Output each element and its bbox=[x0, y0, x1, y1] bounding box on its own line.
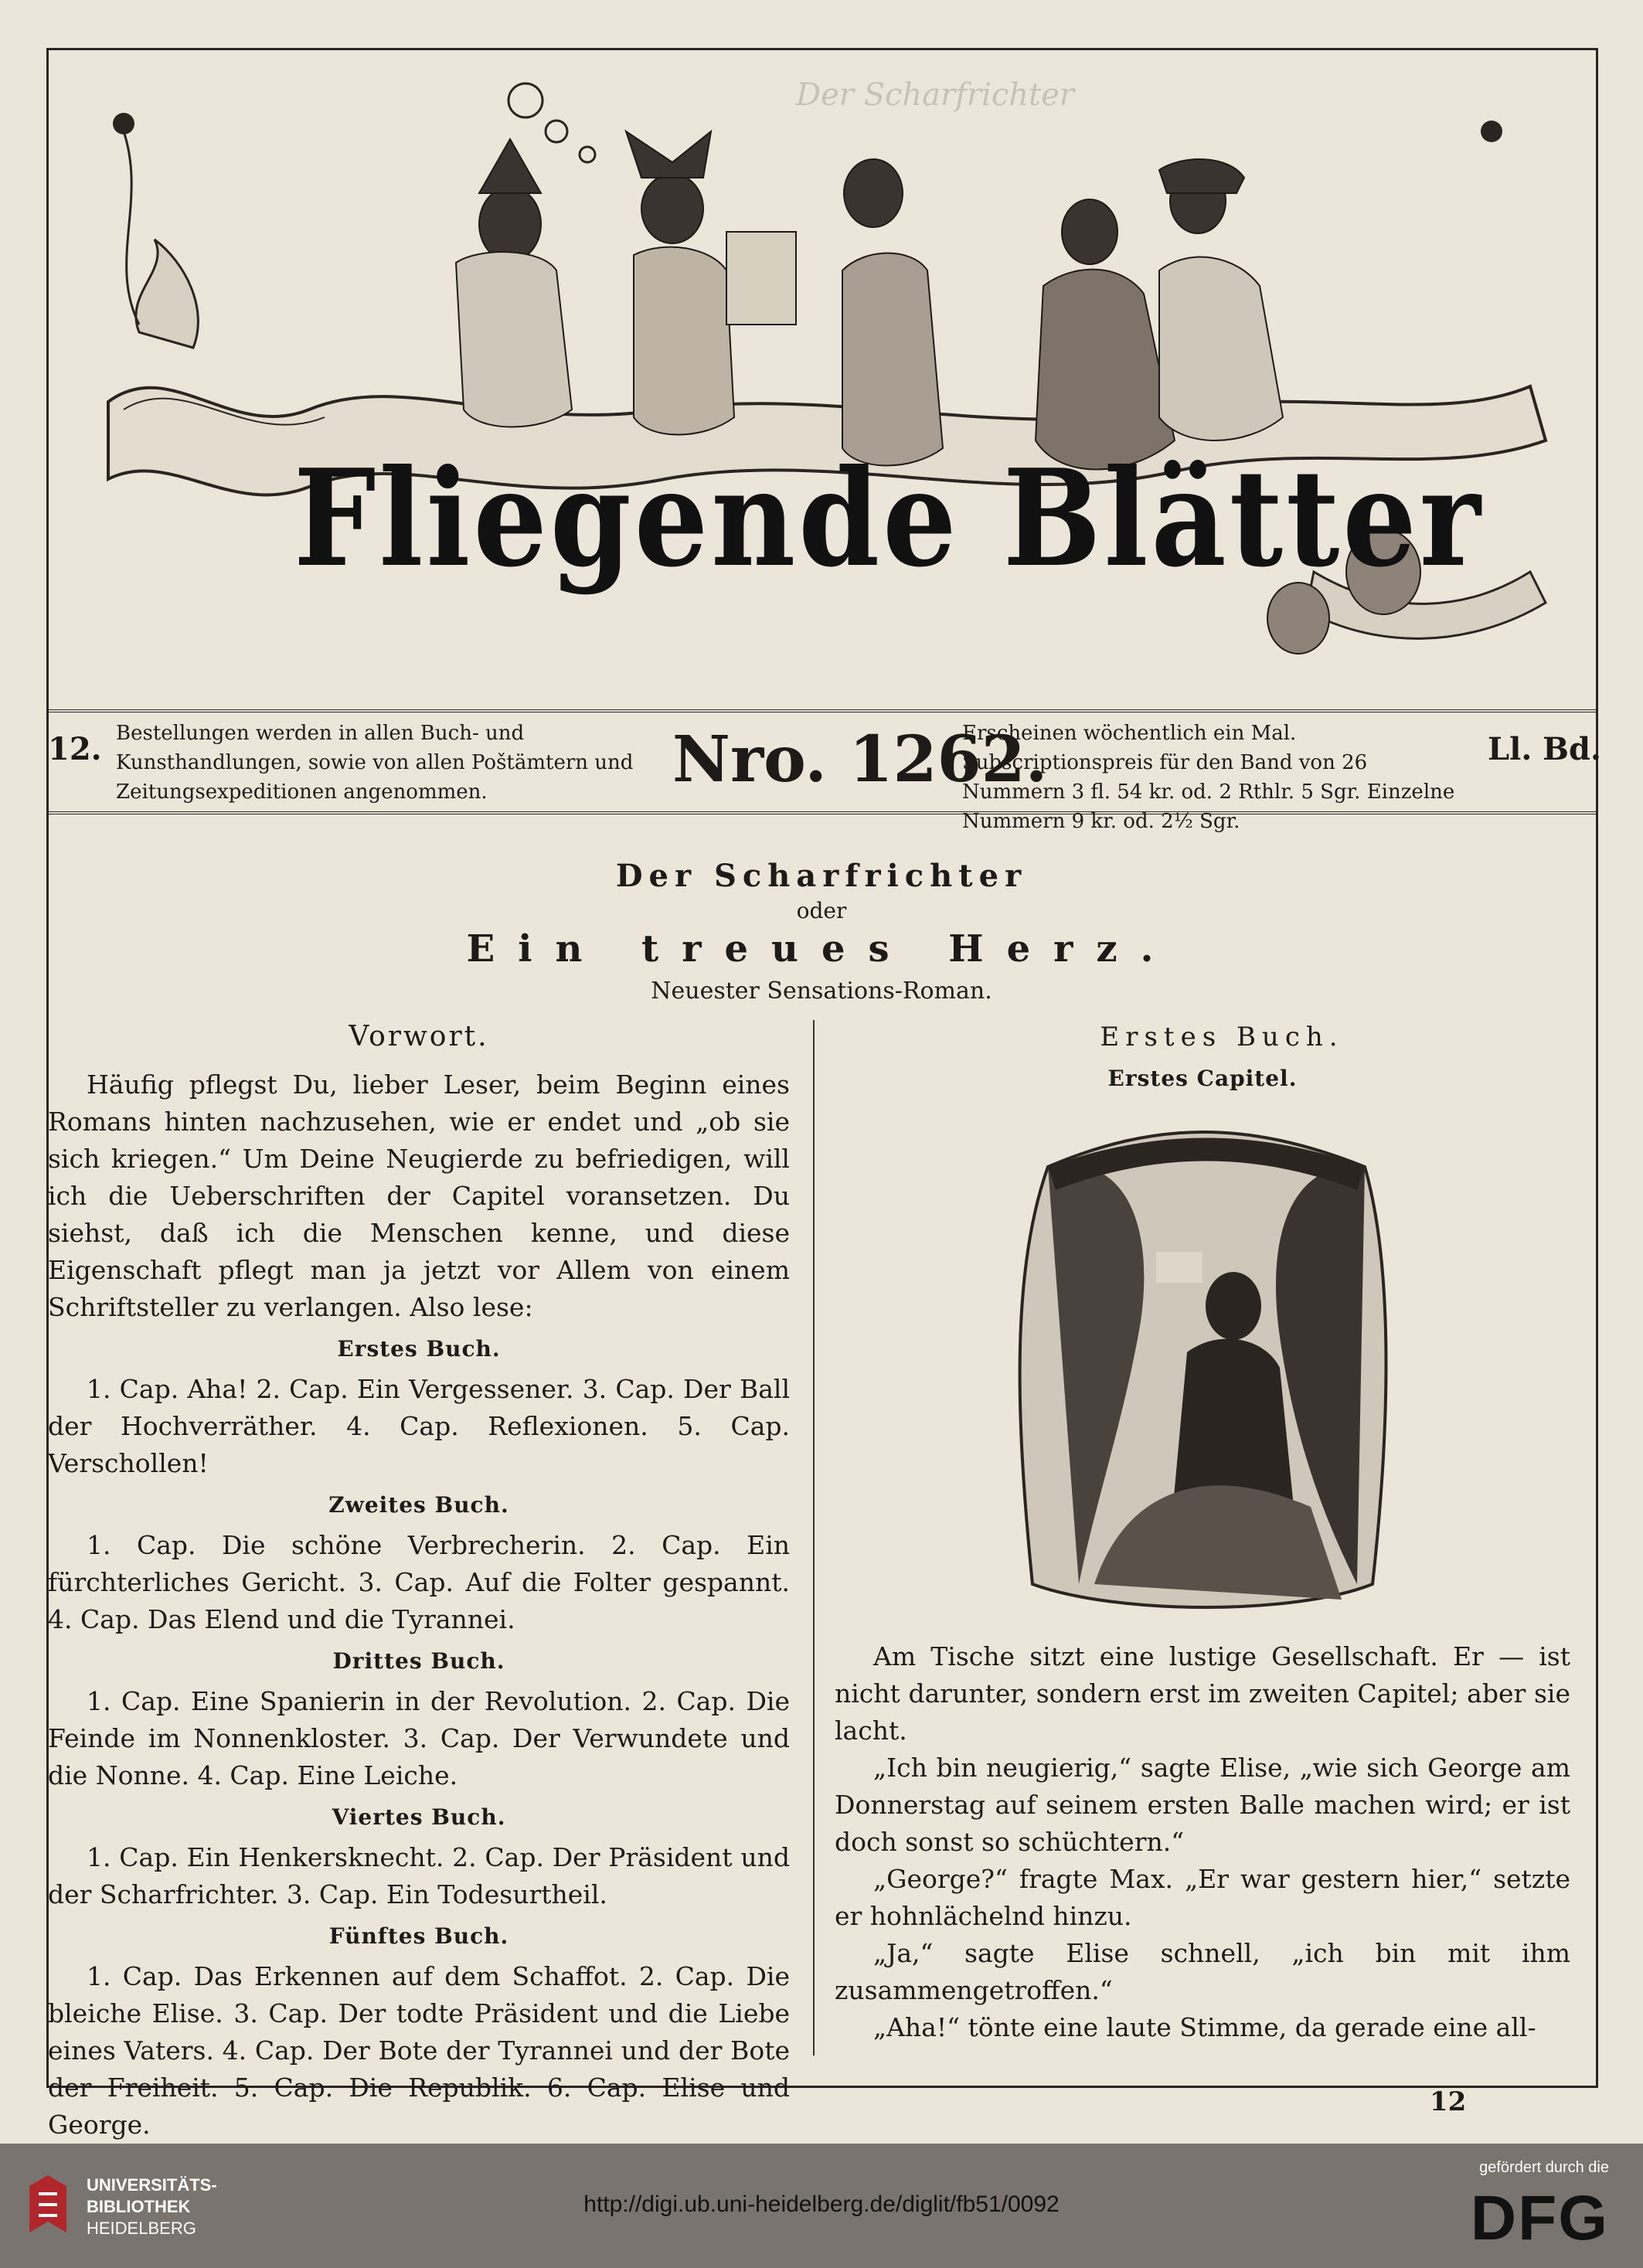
faded-running-head: Der Scharfrichter bbox=[796, 77, 1074, 113]
volume-left: 12. bbox=[48, 731, 102, 767]
preface-text: Häufig pflegst Du, lieber Leser, beim Beginn eines Romans hinten nachzusehen, wie er endet und „ob sie sich kriegen.“ Um Deine Neugierde zu befriedigen, will ich die Ueberschriften der Capitel voransetzen. Du siehst, daß ich die Menschen kenne, und diese Eigenschaft pflegt man ja jetzt vor Allem von einem Schriftsteller zu verlangen. Also lese: bbox=[48, 1069, 790, 1322]
strip-bottom-rule bbox=[48, 811, 1598, 819]
book-chapters: 1. Cap. Das Erkennen auf dem Schaffot. 2. Cap. Die bleiche Elise. 3. Cap. Der todte Präsident und die Liebe eines Vaters. 4. Cap. Der Bote der Tyrannei und der Bote der Freiheit. 5. Cap. Die Republik. 6. Cap. Elise und George. bbox=[48, 1961, 790, 2140]
issue-number: Nro. 1262. bbox=[672, 723, 1048, 797]
paragraph: Am Tische sitzt eine lustige Gesellschaft. Er — ist nicht darunter, sondern erst im zweiten Capitel; aber sie lacht. bbox=[835, 1641, 1570, 1746]
funded-by-label: gefördert durch die bbox=[1479, 2159, 1609, 2176]
article-oder: oder bbox=[796, 898, 847, 923]
book-title: Viertes Buch. bbox=[332, 1804, 506, 1830]
preface-heading: Vorwort. bbox=[349, 1021, 489, 1052]
article-title: Der Scharfrichter bbox=[615, 858, 1028, 894]
masthead bbox=[77, 77, 1577, 695]
order-notice: Bestellungen werden in allen Buch- und Kunsthandlungen, sowie von allen Poštämtern und Zeitungsexpeditionen angenommen. bbox=[116, 722, 634, 804]
book-chapters: 1. Cap. Eine Spanierin in der Revolution. 2. Cap. Die Feinde im Nonnenkloster. 3. Cap. Der Verwundete und die Nonne. 4. Cap. Eine Leiche. bbox=[48, 1686, 790, 1790]
book-chapters: 1. Cap. Aha! 2. Cap. Ein Vergessener. 3. Cap. Der Ball der Hochverräther. 4. Cap. Reflexionen. 5. Cap. Verschollen! bbox=[48, 1374, 790, 1478]
paragraph: „Ja,“ sagte Elise schnell, „ich bin mit ihm zusammengetroffen.“ bbox=[835, 1938, 1570, 2005]
library-name: UNIVERSITÄTS- BIBLIOTHEK HEIDELBERG bbox=[87, 2175, 217, 2238]
book-title: Zweites Buch. bbox=[328, 1492, 509, 1518]
subscription-notice: Erscheinen wöchentlich ein Mal. Subscriptionspreis für den Band von 26 Nummern 3 fl. 54 kr. od. 2 Rthlr. 5 Sgr. Einzelne Nummern 9 kr. od. 2½ Sgr. bbox=[962, 722, 1455, 833]
book-title: Erstes Buch. bbox=[337, 1336, 501, 1362]
page-number: 12 bbox=[1430, 2086, 1467, 2117]
column-divider bbox=[813, 1020, 815, 2055]
paragraph: „Ich bin neugierig,“ sagte Elise, „wie sich George am Donnerstag auf seinem ersten Balle machen wird; er ist doch sonst so schüchtern.“ bbox=[835, 1753, 1570, 1857]
book-title: Drittes Buch. bbox=[332, 1648, 505, 1674]
right-column bbox=[835, 1018, 1570, 2046]
curtain-illustration bbox=[1002, 1120, 1403, 1615]
footer-bar bbox=[0, 2144, 1643, 2268]
paragraph: „George?“ fragte Max. „Er war gestern hier,“ setzte er hohnlächelnd hinzu. bbox=[835, 1864, 1570, 1931]
chapter-heading: Erstes Capitel. bbox=[1107, 1066, 1298, 1091]
book-title: Fünftes Buch. bbox=[328, 1923, 509, 1949]
book-heading: Erstes Buch. bbox=[1100, 1022, 1344, 1052]
source-url-link[interactable]: http://digi.ub.uni-heidelberg.de/diglit/fb51/0092 bbox=[583, 2191, 1060, 2217]
volume-right: Ll. Bd. bbox=[1488, 731, 1601, 767]
article-genre: Neuester Sensations-Roman. bbox=[651, 978, 992, 1005]
book-chapters: 1. Cap. Ein Henkersknecht. 2. Cap. Der Präsident und der Scharfrichter. 3. Cap. Ein Todesurtheil. bbox=[48, 1842, 790, 1909]
masthead-title: Fliegende Blätter bbox=[294, 440, 1484, 597]
article-subtitle: Ein treues Herz. bbox=[466, 927, 1177, 971]
masthead-illustration bbox=[77, 77, 1577, 695]
dfg-logo: DFG bbox=[1470, 2183, 1609, 2253]
strip-top-rule bbox=[48, 709, 1598, 717]
paragraph: „Aha!“ tönte eine laute Stimme, da gerade eine all- bbox=[873, 2012, 1536, 2042]
left-column bbox=[48, 1018, 790, 2144]
book-chapters: 1. Cap. Die schöne Verbrecherin. 2. Cap. Ein fürchterliches Gericht. 3. Cap. Auf die Folter gespannt. 4. Cap. Das Elend und die Tyrannei. bbox=[48, 1530, 790, 1634]
